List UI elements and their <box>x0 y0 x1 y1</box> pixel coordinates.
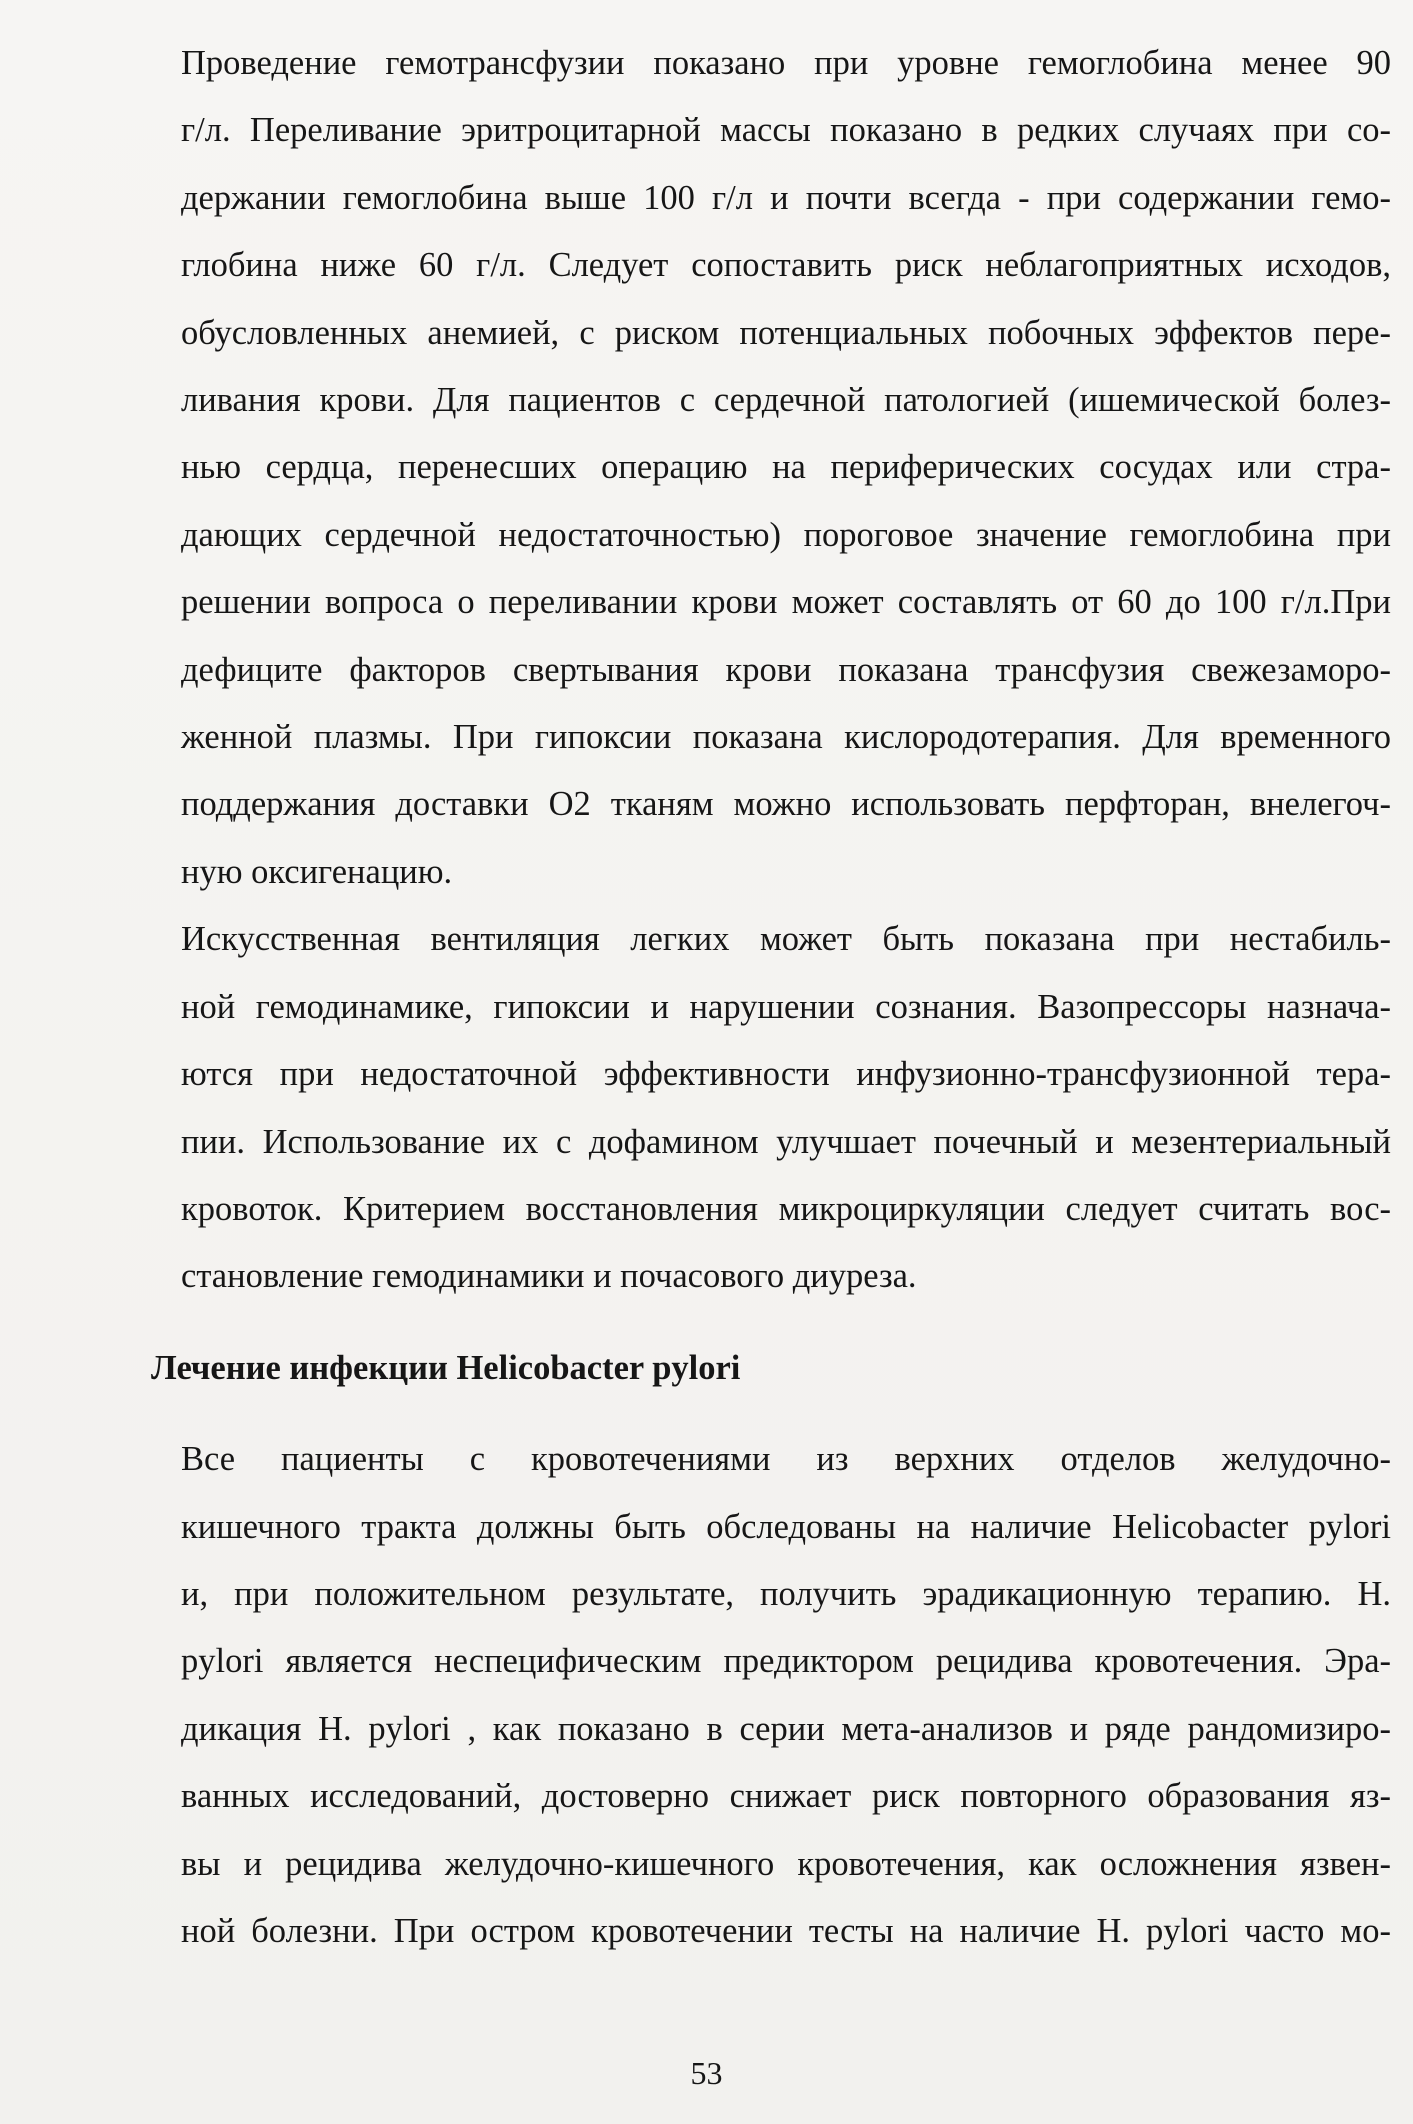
text-line: дикация H. pylori , как показано в серии мета-анализов и ряде рандомизиро- <box>181 1709 1391 1748</box>
text-line: ливания крови. Для пациентов с сердечной патологией (ишемической болез- <box>181 381 1391 420</box>
paragraph-ventilation <box>91 906 1391 1310</box>
paragraph-helicobacter <box>91 1426 1391 1965</box>
text-line: женной плазмы. При гипоксии показана кислородотерапия. Для временного <box>181 718 1391 757</box>
body-text <box>91 30 1391 1965</box>
text-line: кровоток. Критерием восстановления микроциркуляции следует считать вос- <box>181 1189 1391 1228</box>
text-line: решении вопроса о переливании крови может составлять от 60 до 100 г/л.При <box>181 583 1391 622</box>
text-line: обусловленных анемией, с риском потенциальных побочных эффектов пере- <box>181 313 1391 352</box>
page-number: 53 <box>690 2055 723 2091</box>
text-line: дающих сердечной недостаточностью) пороговое значение гемоглобина при <box>181 515 1391 554</box>
text-line: г/л. Переливание эритроцитарной массы показано в редких случаях при со- <box>181 111 1391 150</box>
text-line: кишечного тракта должны быть обследованы на наличие Helicobacter pylori <box>181 1507 1391 1546</box>
text-line: становление гемодинамики и почасового диуреза. <box>181 1257 917 1296</box>
text-line: ной гемодинамике, гипоксии и нарушении сознания. Вазопрессоры назнача- <box>181 987 1391 1026</box>
text-line: глобина ниже 60 г/л. Следует сопоставить риск неблагоприятных исходов, <box>181 246 1391 285</box>
text-line: ную оксигенацию. <box>181 852 453 891</box>
text-line: Проведение гемотрансфузии показано при уровне гемоглобина менее 90 <box>181 44 1391 82</box>
paragraph-transfusion <box>91 30 1391 906</box>
text-line: ванных исследований, достоверно снижает риск повторного образования яз- <box>181 1777 1391 1816</box>
text-line: поддержания доставки О2 тканям можно использовать перфторан, внелегоч- <box>181 785 1391 824</box>
text-line: и, при положительном результате, получить эрадикационную терапию. H. <box>181 1574 1391 1613</box>
text-line: дефиците факторов свертывания крови показана трансфузия свежезаморо- <box>181 650 1391 689</box>
text-line: вы и рецидива желудочно-кишечного кровотечения, как осложнения язвен- <box>181 1844 1391 1883</box>
text-line: держании гемоглобина выше 100 г/л и почти всегда - при содержании гемо- <box>181 178 1391 217</box>
text-line: Все пациенты с кровотечениями из верхних отделов желудочно- <box>181 1440 1391 1479</box>
spacer <box>91 1311 1391 1335</box>
text-line: ются при недостаточной эффективности инфузионно-трансфузионной тера- <box>181 1055 1391 1094</box>
text-line: ной болезни. При остром кровотечении тесты на наличие H. pylori часто мо- <box>181 1911 1391 1950</box>
text-line: нью сердца, перенесших операцию на периферических сосудах или стра- <box>181 448 1391 487</box>
text-line: Искусственная вентиляция легких может быть показана при нестабиль- <box>181 920 1391 959</box>
spacer <box>91 1402 1391 1426</box>
text-line: pylori является неспецифическим предиктором рецидива кровотечения. Эра- <box>181 1642 1391 1681</box>
text-line: пии. Использование их с дофамином улучшает почечный и мезентериальный <box>181 1122 1391 1161</box>
section-heading: Лечение инфекции Helicobacter pylori <box>151 1348 741 1387</box>
